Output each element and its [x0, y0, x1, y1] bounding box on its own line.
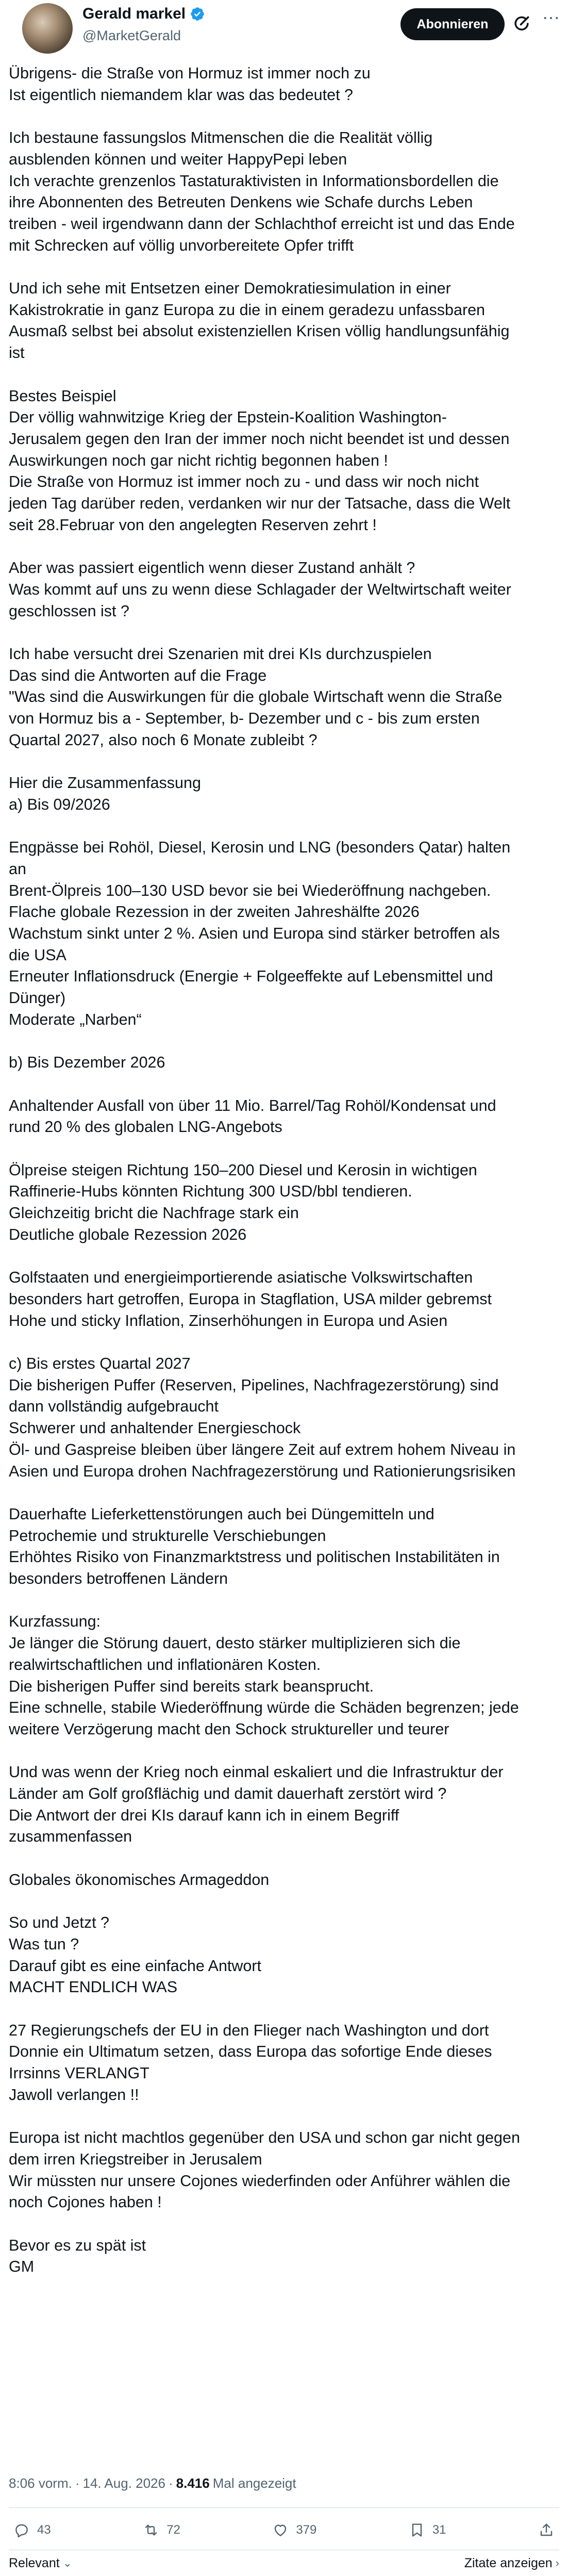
- post-time[interactable]: 8:06 vorm.: [9, 2475, 72, 2491]
- post-text-line: Ist eigentlich niemandem klar was das bedeutet ?: [9, 86, 353, 104]
- post-text-line: Quartal 2027, also noch 6 Monate zubleibt ?: [9, 731, 318, 749]
- sort-label: Relevant: [9, 2555, 60, 2570]
- post-text-line: a) Bis 09/2026: [9, 795, 110, 813]
- post-text-line: Ich verachte grenzenlos Tastaturaktivisten in Informationsbordellen die: [9, 172, 499, 190]
- post-text-line: Petrochemie und strukturelle Verschiebungen: [9, 1527, 326, 1545]
- post-text-line: Und was wenn der Krieg noch einmal eskaliert und die Infrastruktur der: [9, 1763, 504, 1781]
- post-text-line: Brent-Ölpreis 100–130 USD bevor sie bei Wiederöffnung nachgeben.: [9, 881, 491, 899]
- post-text-line: Was tun ?: [9, 1935, 79, 1953]
- post-text-line: noch Cojones haben !: [9, 2193, 162, 2211]
- verified-badge-icon: [190, 6, 205, 22]
- post-text-line: besonders betroffenen Ländern: [9, 1570, 228, 1588]
- replies-footer: [9, 2553, 559, 2573]
- views-count: 8.416: [176, 2475, 210, 2491]
- post-date[interactable]: 14. Aug. 2026: [82, 2475, 165, 2491]
- blank-line: [9, 2213, 559, 2235]
- post-text-line: besonders hart getroffen, Europa in Stagflation, USA milder gebremst: [9, 1290, 492, 1308]
- chevron-down-icon: ⌄: [62, 2556, 73, 2569]
- blank-line: [9, 256, 559, 278]
- post-text-line: Deutliche globale Rezession 2026: [9, 1225, 247, 1243]
- post-text-line: Schwerer und anhaltender Energieschock: [9, 1419, 301, 1437]
- blank-line: [9, 1998, 559, 2020]
- post-text-line: Und ich sehe mit Entsetzen einer Demokratiesimulation in einer: [9, 280, 451, 297]
- post-text-line: Kurzfassung:: [9, 1613, 101, 1631]
- post-text-line: Asien und Europa drohen Nachfragezerstörung und Rationierungsrisiken: [9, 1462, 516, 1480]
- follow-button[interactable]: Abonnieren: [400, 8, 505, 40]
- blank-line: [9, 1482, 559, 1504]
- blank-line: [9, 364, 559, 386]
- view-quotes-link[interactable]: [464, 2556, 559, 2571]
- post-text-line: Aber was passiert eigentlich wenn dieser Zustand anhält ?: [9, 559, 415, 577]
- post-text-line: Die bisherigen Puffer sind bereits stark beansprucht.: [9, 1677, 374, 1695]
- grok-icon[interactable]: [512, 14, 531, 34]
- post-text-line: Anhaltender Ausfall von über 11 Mio. Barrel/Tag Rohöl/Kondensat und: [9, 1096, 496, 1114]
- more-options-icon[interactable]: ⋯: [542, 8, 560, 28]
- post-text-line: Öl- und Gaspreise bleiben über längere Zeit auf extrem hohem Niveau in: [9, 1440, 516, 1458]
- post-text-line: Der völlig wahnwitzige Krieg der Epstein-Koalition Washington-: [9, 408, 447, 426]
- post-text-line: Europa ist nicht machtlos gegenüber den USA und schon gar nicht gegen: [9, 2129, 520, 2147]
- post-text-line: Flache globale Rezession in der zweiten Jahreshälfte 2026: [9, 903, 420, 921]
- post-text-line: Dünger): [9, 989, 66, 1007]
- post-text-line: c) Bis erstes Quartal 2027: [9, 1355, 191, 1372]
- author-handle[interactable]: @MarketGerald: [82, 28, 181, 43]
- share-button[interactable]: [538, 2522, 555, 2538]
- post-text-line: ist: [9, 344, 25, 362]
- post-text-line: Bestes Beispiel: [9, 387, 116, 405]
- post-text-line: Je länger die Störung dauert, desto stärker multiplizieren sich die: [9, 1634, 461, 1652]
- reply-button[interactable]: [13, 2522, 51, 2538]
- author-name-row: [82, 5, 205, 23]
- post-text-line: dem irren Kriegstreiber in Jerusalem: [9, 2150, 262, 2168]
- post-text-line: Donnie ein Ultimatum setzen, dass Europa das sofortige Ende dieses: [9, 2043, 492, 2061]
- post-text-line: treiben - weil irgendwann dann der Schlachthof erreicht ist und das Ende: [9, 215, 515, 233]
- repost-icon: [143, 2522, 159, 2538]
- meta-separator: ·: [168, 2475, 173, 2491]
- sort-dropdown[interactable]: [9, 2556, 72, 2571]
- avatar[interactable]: [22, 3, 73, 54]
- post-text-line: Wachstum sinkt unter 2 %. Asien und Europa sind stärker betroffen als: [9, 925, 500, 943]
- post-text-line: GM: [9, 2258, 35, 2276]
- post-text-line: Das sind die Antworten auf die Frage: [9, 666, 267, 684]
- action-bar: [13, 2518, 555, 2542]
- blank-line: [9, 536, 559, 557]
- post-text-line: Was kommt auf uns zu wenn diese Schlagader der Weltwirtschaft weiter: [9, 580, 511, 598]
- post-text-line: Ausmaß selbst bei absolut existenziellen Krisen völlig handlungsunfähig: [9, 322, 510, 340]
- post-text-line: ausblenden können und weiter HappyPepi leben: [9, 150, 347, 168]
- bookmark-button[interactable]: [409, 2522, 446, 2538]
- view-quotes-label: Zitate anzeigen: [464, 2555, 553, 2570]
- post-text-line: Wir müssten nur unsere Cojones wiederfinden oder Anführer wählen die: [9, 2172, 511, 2190]
- post-text-line: 27 Regierungschefs der EU in den Flieger nach Washington und dort: [9, 2021, 489, 2039]
- post-text-line: mit Schrecken auf völlig unvorbereitete Opfer trifft: [9, 236, 354, 254]
- post-text-line: an: [9, 860, 26, 878]
- blank-line: [9, 1332, 559, 1353]
- post-text-line: Jerusalem gegen den Iran der immer noch nicht beendet ist und dessen: [9, 430, 510, 448]
- blank-line: [9, 106, 559, 127]
- post-text-line: Irrsinns VERLANGT: [9, 2064, 149, 2082]
- post-text-line: Erhöhtes Risiko von Finanzmarktstress und politischen Instabilitäten in: [9, 1548, 500, 1566]
- post-text-line: Die bisherigen Puffer (Reserven, Pipelines, Nachfragezerstörung) sind: [9, 1376, 499, 1394]
- post-text-line: seit 28.Februar von den angelegten Reserven zehrt !: [9, 516, 377, 534]
- post-text-line: realwirtschaftlichen und inflationären Kosten.: [9, 1655, 321, 1673]
- blank-line: [9, 1848, 559, 1869]
- post-text-line: Engpässe bei Rohöl, Diesel, Kerosin und LNG (besonders Qatar) halten: [9, 839, 511, 857]
- post-text-line: Bevor es zu spät ist: [9, 2236, 146, 2254]
- post-text-line: Die Antwort der drei KIs darauf kann ich in einem Begriff: [9, 1806, 399, 1824]
- post-text-line: die USA: [9, 946, 66, 964]
- blank-line: [9, 1074, 559, 1095]
- post-text-line: zusammenfassen: [9, 1828, 132, 1846]
- blank-line: [9, 622, 559, 644]
- blank-line: [9, 1246, 559, 1268]
- post-header: [0, 0, 568, 64]
- post-text-line: Gleichzeitig bricht die Nachfrage stark ein: [9, 1204, 299, 1222]
- post-text-line: von Hormuz bis a - September, b- Dezember und c - bis zum ersten: [9, 710, 480, 728]
- post-text-line: b) Bis Dezember 2026: [9, 1054, 165, 1072]
- post-text-line: dann vollständig aufgebraucht: [9, 1398, 219, 1416]
- post-text-line: Hier die Zusammenfassung: [9, 774, 201, 792]
- blank-line: [9, 1891, 559, 1913]
- bookmark-count: 31: [432, 2523, 446, 2537]
- post-text-line: MACHT ENDLICH WAS: [9, 1978, 178, 1996]
- divider: [9, 2507, 559, 2508]
- blank-line: [9, 816, 559, 838]
- post-text-line: Kakistrokratie in ganz Europa zu die in einem geradezu unfassbaren: [9, 301, 486, 319]
- post-text-line: geschlossen ist ?: [9, 602, 129, 620]
- bookmark-icon: [409, 2522, 425, 2538]
- post-text-line: Raffinerie-Hubs könnten Richtung 300 USD/bbl tendieren.: [9, 1183, 412, 1201]
- post-text-line: Golfstaaten und energieimportierende asiatische Volkswirtschaften: [9, 1269, 473, 1287]
- blank-line: [9, 1590, 559, 1612]
- chevron-right-icon: ›: [555, 2556, 559, 2569]
- post-text-line: ihre Abonnenten des Betreuten Denkens wie Schafe durchs Leben: [9, 193, 473, 211]
- like-count: 379: [296, 2523, 317, 2537]
- post-meta: [9, 2475, 296, 2491]
- post-text-line: Ich habe versucht drei Szenarien mit drei KIs durchzuspielen: [9, 645, 432, 663]
- share-icon: [538, 2522, 555, 2538]
- post-text-line: Die Straße von Hormuz ist immer noch zu - und dass wir noch nicht: [9, 473, 479, 491]
- post-text-line: weitere Verzögerung macht den Schock struktureller und teurer: [9, 1720, 449, 1738]
- blank-line: [9, 1741, 559, 1762]
- post-text-line: jeden Tag darüber reden, verdanken wir nur der Tatsache, dass die Welt: [9, 495, 511, 513]
- views-label: Mal angezeigt: [212, 2475, 296, 2491]
- like-button[interactable]: [272, 2522, 316, 2538]
- blank-line: [9, 2106, 559, 2128]
- post-text-line: Ich bestaune fassungslos Mitmenschen die die Realität völlig: [9, 129, 433, 147]
- post-text-line: rund 20 % des globalen LNG-Angebots: [9, 1118, 282, 1136]
- post-text-line: Hohe und sticky Inflation, Zinserhöhungen in Europa und Asien: [9, 1311, 448, 1330]
- blank-line: [9, 751, 559, 773]
- blank-line: [9, 1138, 559, 1160]
- reply-count: 43: [37, 2523, 51, 2537]
- post-text-line: Moderate „Narben“: [9, 1010, 142, 1028]
- repost-count: 72: [166, 2523, 180, 2537]
- post-text-line: "Was sind die Auswirkungen für die globale Wirtschaft wenn die Straße: [9, 688, 503, 706]
- post-text-line: Länder am Golf großflächig und damit dauerhaft zerstört wird ?: [9, 1785, 447, 1803]
- post-text-line: Erneuter Inflationsdruck (Energie + Folgeeffekte auf Lebensmittel und: [9, 967, 493, 986]
- post-text: [9, 63, 559, 2278]
- post-text-line: Globales ökonomisches Armageddon: [9, 1871, 270, 1889]
- reply-icon: [13, 2522, 30, 2538]
- heart-icon: [272, 2522, 289, 2538]
- blank-line: [9, 1031, 559, 1053]
- post-text-line: So und Jetzt ?: [9, 1914, 109, 1932]
- post-text-line: Dauerhafte Lieferkettenstörungen auch bei Düngemitteln und: [9, 1505, 435, 1523]
- post-text-line: Eine schnelle, stabile Wiederöffnung würde die Schäden begrenzen; jede: [9, 1699, 519, 1717]
- post-text-line: Ölpreise steigen Richtung 150–200 Diesel und Kerosin in wichtigen: [9, 1161, 477, 1179]
- repost-button[interactable]: [143, 2522, 180, 2538]
- meta-separator: ·: [75, 2475, 80, 2491]
- post-text-line: Auswirkungen noch gar nicht richtig begonnen haben !: [9, 451, 388, 469]
- post-text-line: Darauf gibt es eine einfache Antwort: [9, 1957, 261, 1975]
- post-text-line: Übrigens- die Straße von Hormuz ist immer noch zu: [9, 64, 371, 82]
- post-text-line: Jawoll verlangen !!: [9, 2086, 139, 2104]
- author-display-name[interactable]: Gerald markel: [82, 5, 186, 22]
